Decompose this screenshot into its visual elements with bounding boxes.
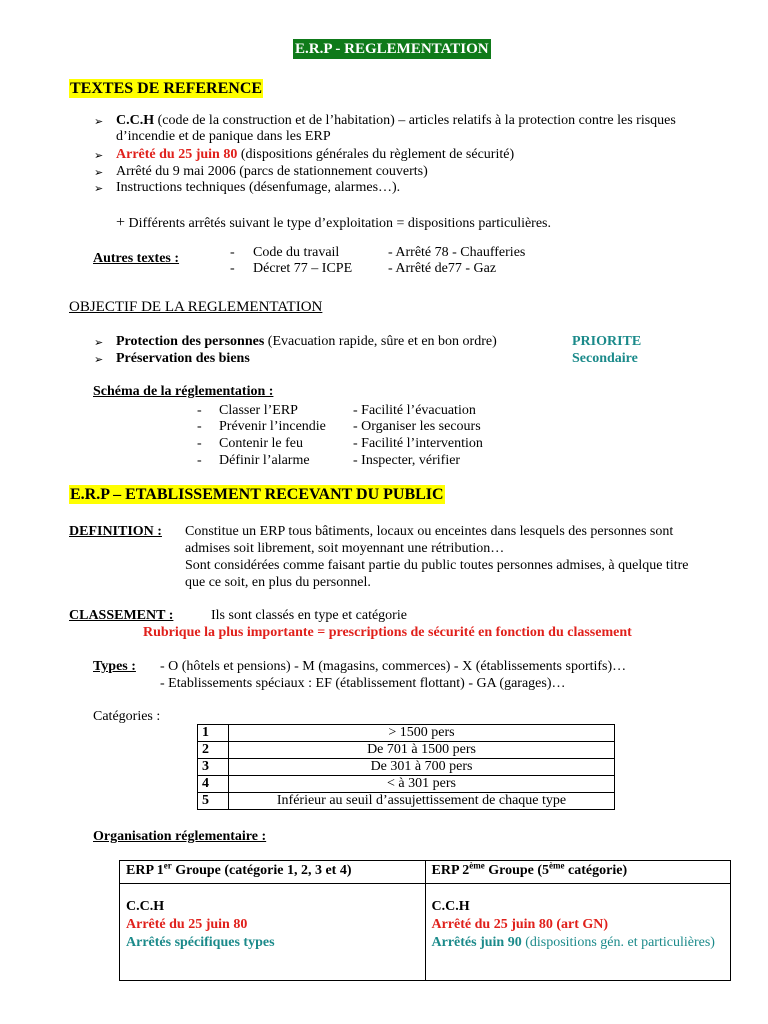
schema-left: Contenir le feu — [219, 436, 303, 451]
schema-label: Schéma de la réglementation : — [93, 384, 274, 399]
autres-right: - Arrêté de77 - Gaz — [388, 261, 497, 276]
plus-note-text: Différents arrêtés suivant le type d’exploitation = dispositions particulières. — [125, 216, 552, 231]
table-row — [198, 776, 615, 793]
autres-left: Code du travail — [253, 245, 340, 260]
arrow-bullet-icon: ➢ — [94, 115, 104, 128]
definition-line: Constitue un ERP tous bâtiments, locaux ou enceintes dans lesquels des personnes sont — [185, 524, 674, 539]
category-value: Inférieur au seuil d’assujettissement de chaque type — [229, 793, 615, 810]
schema-right: - Facilité l’évacuation — [353, 403, 476, 418]
category-value: < à 301 pers — [229, 776, 615, 793]
group2-arretes-juin90: Arrêtés juin 90 (dispositions gén. et particulières) — [431, 935, 715, 950]
ref-arrete-2006: Arrêté du 9 mai 2006 (parcs de stationnement couverts) — [116, 164, 428, 179]
definition-line: admises soit librement, soit moyennant une rétribution… — [185, 541, 505, 556]
group1-arrete: Arrêté du 25 juin 80 — [126, 917, 248, 932]
category-number: 3 — [198, 759, 229, 776]
ref-cch-line2: d’incendie et de panique dans les ERP — [116, 129, 331, 144]
types-line: - Etablissements spéciaux : EF (établissement flottant) - GA (garages)… — [160, 676, 566, 691]
autres-right: - Arrêté 78 - Chaufferies — [388, 245, 526, 260]
objectif-personnes-label: Protection des personnes — [116, 334, 265, 349]
schema-dash: - — [197, 436, 202, 451]
category-number: 1 — [198, 725, 229, 742]
category-value: De 301 à 700 pers — [229, 759, 615, 776]
plus-note — [116, 214, 551, 232]
section-heading-objectif: OBJECTIF DE LA REGLEMENTATION — [69, 299, 323, 315]
types-line: - O (hôtels et pensions) - M (magasins, commerces) - X (établissements sportifs)… — [160, 659, 627, 674]
category-number: 2 — [198, 742, 229, 759]
objectif-personnes — [116, 333, 497, 350]
ref-cch-text: (code de la construction et de l’habitation) – articles relatifs à la protection contre les risques — [154, 113, 676, 128]
arrow-bullet-icon: ➢ — [94, 149, 104, 162]
table-row — [198, 759, 615, 776]
autres-textes-label: Autres textes : — [93, 251, 180, 266]
classement-label: CLASSEMENT : — [69, 608, 174, 623]
autres-dash: - — [230, 261, 235, 276]
schema-right: - Inspecter, vérifier — [353, 453, 461, 468]
priorite-tag: PRIORITE — [572, 334, 642, 349]
ref-arrete-1980-text: (dispositions générales du règlement de sécurité) — [237, 147, 515, 162]
objectif-biens: Préservation des biens — [116, 351, 250, 366]
arrow-bullet-icon: ➢ — [94, 353, 104, 366]
plus-icon: + — [116, 214, 126, 231]
schema-left: Prévenir l’incendie — [219, 419, 326, 434]
schema-dash: - — [197, 419, 202, 434]
schema-right: - Organiser les secours — [353, 419, 481, 434]
category-value: De 701 à 1500 pers — [229, 742, 615, 759]
types-label: Types : — [93, 659, 136, 674]
organisation-table — [119, 860, 731, 981]
table-row — [198, 793, 615, 810]
definition-label: DEFINITION : — [69, 524, 162, 539]
definition-line: que ce soit, en plus du personnel. — [185, 575, 371, 590]
ref-cch-label: C.C.H — [116, 113, 155, 128]
ref-arrete-1980-label: Arrêté du 25 juin 80 — [116, 147, 238, 162]
definition-line: Sont considérées comme faisant partie du public toutes personnes admises, à quelque titre — [185, 558, 689, 573]
ref-arrete-1980 — [116, 146, 514, 163]
table-row — [198, 725, 615, 742]
organisation-label: Organisation réglementaire : — [93, 829, 267, 844]
group1-cch: C.C.H — [126, 899, 165, 914]
category-number: 5 — [198, 793, 229, 810]
category-value: > 1500 pers — [229, 725, 615, 742]
table-header-row — [120, 861, 731, 884]
page-title: E.R.P - REGLEMENTATION — [295, 41, 489, 57]
category-number: 4 — [198, 776, 229, 793]
ref-cch — [116, 112, 676, 129]
objectif-personnes-text: (Evacuation rapide, sûre et en bon ordre) — [264, 334, 497, 349]
section-heading-textes: TEXTES DE REFERENCE — [70, 80, 263, 97]
group2-header: ERP 2ème Groupe (5ème catégorie) — [425, 861, 731, 884]
classement-text: Ils sont classés en type et catégorie — [211, 608, 407, 623]
group1-arretes-types: Arrêtés spécifiques types — [126, 935, 275, 950]
categories-label: Catégories : — [93, 709, 161, 724]
group1-cell — [120, 884, 426, 981]
arrow-bullet-icon: ➢ — [94, 182, 104, 195]
autres-dash: - — [230, 245, 235, 260]
group1-header: ERP 1er Groupe (catégorie 1, 2, 3 et 4) — [120, 861, 426, 884]
schema-left: Classer l’ERP — [219, 403, 298, 418]
table-row — [198, 742, 615, 759]
schema-right: - Facilité l’intervention — [353, 436, 483, 451]
group2-cch: C.C.H — [431, 899, 470, 914]
table-row — [120, 884, 731, 981]
arrow-bullet-icon: ➢ — [94, 166, 104, 179]
secondaire-tag: Secondaire — [572, 351, 638, 366]
arrow-bullet-icon: ➢ — [94, 336, 104, 349]
group2-arrete: Arrêté du 25 juin 80 (art GN) — [431, 917, 609, 932]
section-heading-erp: E.R.P – ETABLISSEMENT RECEVANT DU PUBLIC — [70, 486, 444, 503]
schema-left: Définir l’alarme — [219, 453, 310, 468]
schema-dash: - — [197, 403, 202, 418]
schema-dash: - — [197, 453, 202, 468]
rubrique-text: Rubrique la plus importante = prescriptions de sécurité en fonction du classement — [143, 625, 632, 640]
ref-instructions: Instructions techniques (désenfumage, alarmes…). — [116, 180, 401, 195]
categories-table — [197, 724, 615, 810]
group2-cell — [425, 884, 731, 981]
autres-left: Décret 77 – ICPE — [253, 261, 353, 276]
